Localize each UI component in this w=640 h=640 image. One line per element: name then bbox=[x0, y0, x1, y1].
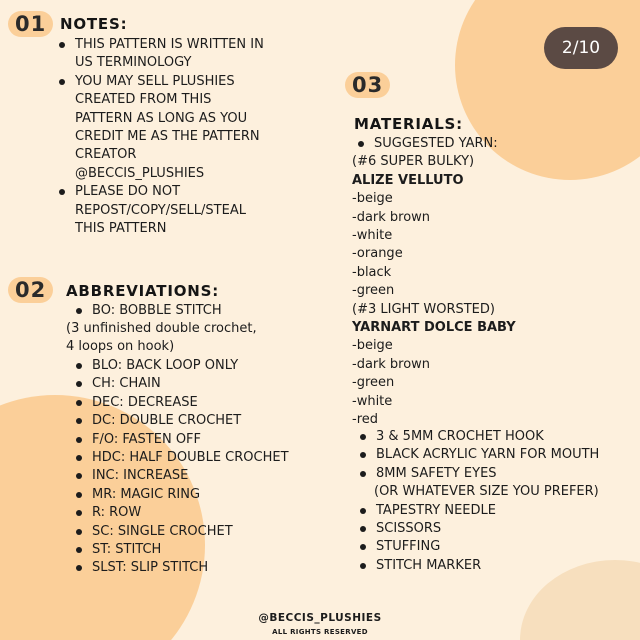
yarn2-color: -beige bbox=[352, 338, 393, 354]
tool-item: BLACK ACRYLIC YARN FOR MOUTH bbox=[356, 446, 636, 464]
footer-handle: @BECCIS_PLUSHIES bbox=[258, 612, 382, 624]
tool-item: SCISSORS bbox=[356, 520, 636, 538]
abbreviation-item: R: ROW bbox=[72, 504, 332, 522]
yarn2-color: -white bbox=[352, 393, 393, 409]
abbreviation-note bbox=[66, 320, 306, 357]
yarn1-color: -green bbox=[352, 283, 395, 299]
yarn2-weight: (#3 LIGHT WORSTED) bbox=[352, 301, 495, 317]
notes-line: YOU MAY SELL PLUSHIES bbox=[75, 73, 235, 89]
abbreviation-note-line: 4 loops on hook) bbox=[66, 339, 175, 355]
abbreviation-item: BO: BOBBLE STITCH bbox=[72, 302, 332, 320]
materials-suggested-yarn: SUGGESTED YARN: bbox=[354, 135, 637, 153]
abbreviation-item: F/O: FASTEN OFF bbox=[72, 431, 332, 449]
yarn2-color: -green bbox=[352, 375, 395, 391]
notes-line: CREATOR bbox=[75, 147, 137, 163]
yarn1-color: -black bbox=[352, 264, 392, 280]
notes-line: THIS PATTERN bbox=[75, 221, 167, 237]
abbreviations-number: 02 bbox=[8, 277, 53, 303]
tool-item-label: 8MM SAFETY EYES bbox=[376, 465, 497, 481]
page-indicator-badge: 2/10 bbox=[544, 27, 618, 69]
yarn1-brand: ALIZE VELLUTO bbox=[352, 172, 464, 188]
abbreviations-title: ABBREVIATIONS: bbox=[66, 282, 220, 300]
tool-item-note: (OR WHATEVER SIZE YOU PREFER) bbox=[374, 484, 599, 500]
notes-item bbox=[55, 183, 300, 238]
yarn1-color: -white bbox=[352, 228, 393, 244]
notes-line: PATTERN AS LONG AS YOU bbox=[75, 110, 248, 126]
abbreviation-note-line: (3 unfinished double crochet, bbox=[66, 321, 257, 336]
yarn1-color: -beige bbox=[352, 191, 393, 207]
notes-line: CREDIT ME AS THE PATTERN bbox=[75, 129, 260, 145]
notes-item bbox=[55, 36, 300, 73]
notes-line: US TERMINOLOGY bbox=[75, 55, 192, 71]
notes-line: @BECCIS_PLUSHIES bbox=[75, 165, 205, 181]
yarn1-color: -dark brown bbox=[352, 209, 431, 225]
abbreviation-item: SC: SINGLE CROCHET bbox=[72, 523, 332, 541]
abbreviations-list bbox=[72, 357, 332, 578]
yarn2-color: -red bbox=[352, 412, 378, 428]
notes-line: PLEASE DO NOT bbox=[75, 184, 181, 200]
footer-rights: ALL RIGHTS RESERVED bbox=[272, 628, 368, 636]
abbreviation-item: ST: STITCH bbox=[72, 541, 332, 559]
notes-list bbox=[55, 36, 300, 238]
materials-number: 03 bbox=[345, 72, 390, 98]
abbreviation-item: DEC: DECREASE bbox=[72, 394, 332, 412]
tool-item bbox=[356, 465, 636, 483]
abbreviation-item: INC: INCREASE bbox=[72, 467, 332, 485]
tool-item: STITCH MARKER bbox=[356, 557, 636, 575]
materials-title: MATERIALS: bbox=[354, 115, 463, 133]
notes-line: CREATED FROM THIS bbox=[75, 92, 212, 108]
abbreviation-item: DC: DOUBLE CROCHET bbox=[72, 412, 332, 430]
abbreviation-item: HDC: HALF DOUBLE CROCHET bbox=[72, 449, 332, 467]
yarn2-brand: YARNART DOLCE BABY bbox=[352, 320, 516, 336]
tool-item: TAPESTRY NEEDLE bbox=[356, 502, 636, 520]
notes-title: NOTES: bbox=[60, 15, 128, 33]
tool-item: 3 & 5MM CROCHET HOOK bbox=[356, 428, 636, 446]
abbreviation-item: MR: MAGIC RING bbox=[72, 486, 332, 504]
tool-item: STUFFING bbox=[356, 538, 636, 556]
yarn1-color: -orange bbox=[352, 246, 403, 262]
yarn1-weight: (#6 SUPER BULKY) bbox=[352, 154, 475, 170]
tools-list bbox=[356, 428, 636, 575]
notes-item bbox=[55, 73, 300, 183]
abbreviation-item: CH: CHAIN bbox=[72, 375, 332, 393]
yarn2-color: -dark brown bbox=[352, 356, 431, 372]
notes-line: THIS PATTERN IS WRITTEN IN bbox=[75, 37, 264, 52]
abbreviation-item: BLO: BACK LOOP ONLY bbox=[72, 357, 332, 375]
abbreviation-item: SLST: SLIP STITCH bbox=[72, 559, 332, 577]
materials-list bbox=[352, 135, 637, 430]
notes-number: 01 bbox=[8, 11, 53, 37]
notes-line: REPOST/COPY/SELL/STEAL bbox=[75, 202, 246, 218]
